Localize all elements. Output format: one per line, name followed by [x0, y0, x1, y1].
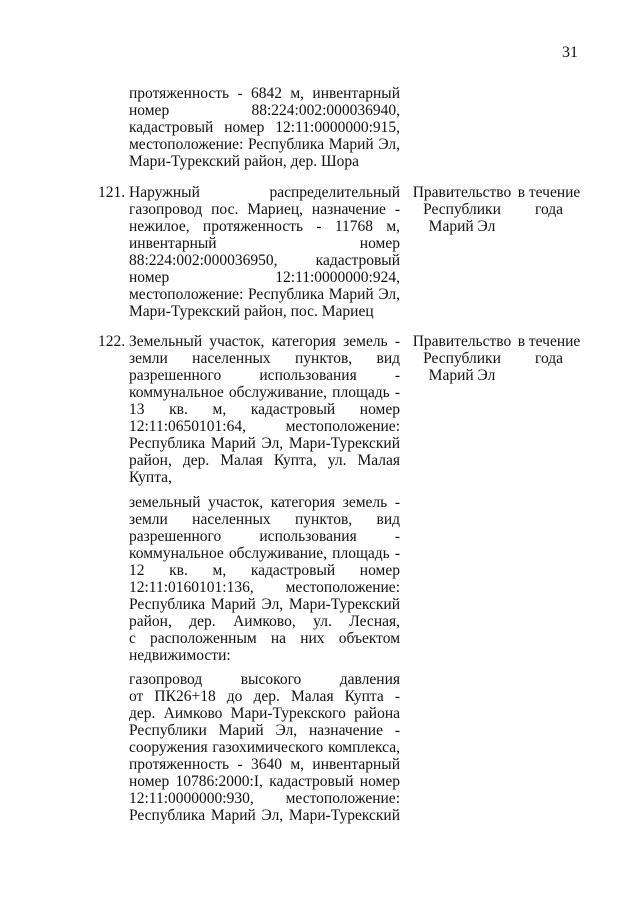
- item-122-parcel-1: [129, 333, 400, 486]
- text-line: от ПК26+18 до дер. Малая Купта -: [129, 688, 400, 705]
- org-line: Республики: [423, 201, 501, 218]
- text-line: Купта,: [129, 469, 172, 486]
- text-line: Мари-Турекский район, дер. Шора: [129, 153, 359, 170]
- text-line: 12:11:0650101:64, местоположение:: [129, 418, 400, 435]
- term-line: года: [534, 350, 564, 367]
- text-line: Республика Марий Эл, Мари-Турекский: [129, 596, 400, 613]
- text-line: разрешенного использования -: [129, 367, 400, 384]
- text-line: местоположение: Республика Марий Эл,: [129, 136, 400, 153]
- org-line: Марий Эл: [428, 367, 496, 384]
- text-line: район, дер. Аимково, ул. Лесная,: [129, 613, 400, 630]
- item-number: 122.: [98, 333, 126, 350]
- text-line: Республики Марий Эл, назначение -: [129, 722, 400, 739]
- text-line: местоположение: Республика Марий Эл,: [129, 286, 400, 303]
- text-line: 88:224:002:000036950, кадастровый: [129, 252, 400, 269]
- text-line: 12 кв. м, кадастровый номер: [129, 562, 400, 579]
- text-line: сооружения газохимического комплекса,: [129, 739, 400, 756]
- text-line: Земельный участок, категория земель -: [129, 333, 400, 350]
- text-line: 12:11:0000000:930, местоположение:: [129, 790, 400, 807]
- text-line: нежилое, протяженность - 11768 м,: [129, 218, 400, 235]
- term-line: в течение: [517, 184, 581, 201]
- text-line: инвентарный номер: [129, 235, 400, 252]
- item-number: 121.: [98, 184, 126, 201]
- text-line: разрешенного использования -: [129, 528, 400, 545]
- term-line: в течение: [517, 333, 581, 350]
- text-line: Мари-Турекский район, пос. Мариец: [129, 303, 374, 320]
- text-line: земли населенных пунктов, вид: [129, 511, 400, 528]
- text-line: коммунальное обслуживание, площадь -: [129, 545, 400, 562]
- text-line: земли населенных пунктов, вид: [129, 350, 400, 367]
- text-line: 13 кв. м, кадастровый номер: [129, 401, 400, 418]
- text-line: газопровод высокого давления: [129, 671, 400, 688]
- text-line: Республика Марий Эл, Мари-Турекский: [129, 435, 400, 452]
- page-number: 31: [562, 44, 578, 61]
- org-line: Марий Эл: [428, 218, 496, 235]
- item-122-parcel-2: [129, 494, 400, 664]
- item-122-gas-pipeline: [129, 671, 400, 824]
- text-line: протяженность - 3640 м, инвентарный: [129, 756, 400, 773]
- text-line: номер 10786:2000:I, кадастровый номер: [129, 773, 400, 790]
- text-line: дер. Аимково Мари-Турекского района: [129, 705, 400, 722]
- text-line: номер 88:224:002:000036940,: [129, 102, 400, 119]
- deadline: [516, 184, 582, 218]
- org-line: Правительство: [412, 184, 512, 201]
- text-line: с расположенным на них объектом: [129, 630, 400, 647]
- item-121-description: [129, 184, 400, 320]
- text-line: район, дер. Малая Купта, ул. Малая: [129, 452, 400, 469]
- responsible-organization: [410, 184, 514, 235]
- org-line: Правительство: [412, 333, 512, 350]
- responsible-organization: [410, 333, 514, 384]
- text-line: недвижимости:: [129, 647, 231, 664]
- continuation-description: [129, 85, 400, 170]
- text-line: газопровод пос. Мариец, назначение -: [129, 201, 400, 218]
- text-line: 12:11:0160101:136, местоположение:: [129, 579, 400, 596]
- text-line: Республика Марий Эл, Мари-Турекский: [129, 807, 400, 824]
- text-line: протяженность - 6842 м, инвентарный: [129, 85, 400, 102]
- text-line: коммунальное обслуживание, площадь -: [129, 384, 400, 401]
- text-line: кадастровый номер 12:11:0000000:915,: [129, 119, 400, 136]
- term-line: года: [534, 201, 564, 218]
- deadline: [516, 333, 582, 367]
- text-line: земельный участок, категория земель -: [129, 494, 400, 511]
- org-line: Республики: [423, 350, 501, 367]
- text-line: номер 12:11:0000000:924,: [129, 269, 400, 286]
- text-line: Наружный распределительный: [129, 184, 400, 201]
